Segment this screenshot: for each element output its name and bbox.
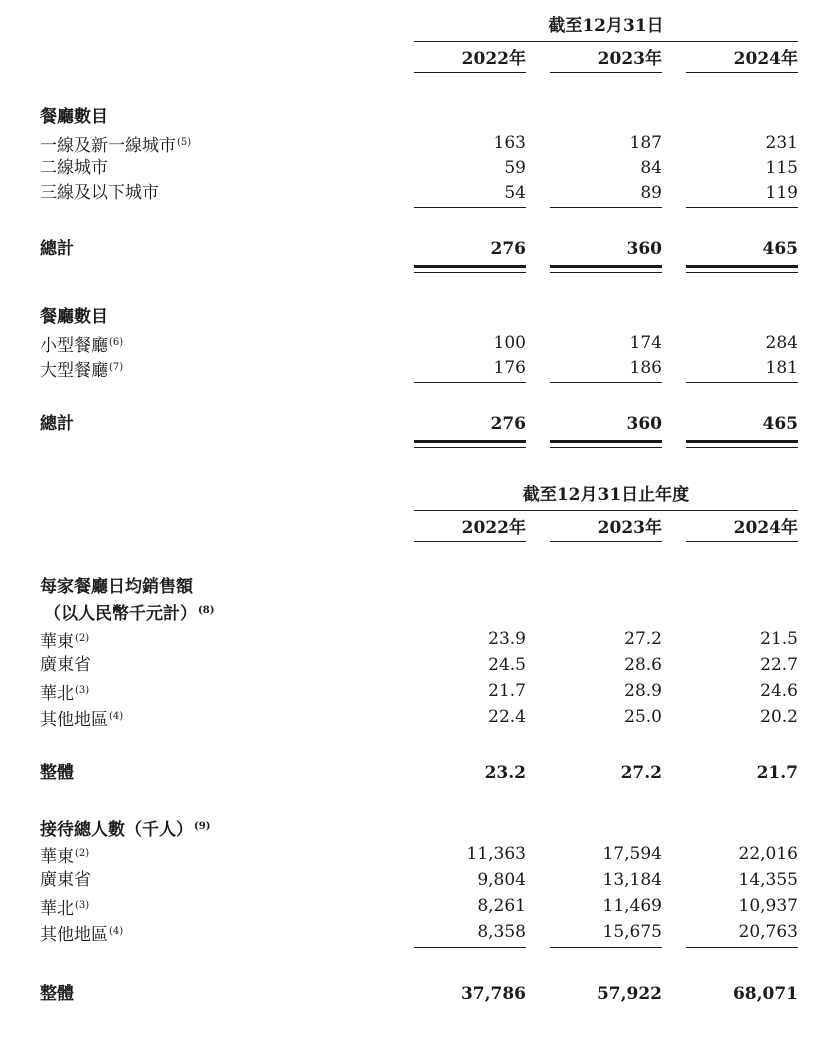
value-cell: 115 (765, 158, 798, 178)
overall-label: 整體 (40, 984, 74, 1004)
value-cell: 54 (504, 183, 526, 203)
value-cell: 187 (629, 133, 662, 153)
value-cell: 181 (765, 358, 798, 378)
value-cell: 163 (493, 133, 526, 153)
period-title-2: 截至12月31日止年度 (522, 485, 690, 505)
value-cell: 11,363 (466, 844, 526, 864)
footnote-mark: (3) (75, 685, 90, 696)
value-cell: 28.6 (624, 655, 662, 675)
footnote-mark: (5) (177, 137, 192, 148)
value-cell: 24.6 (760, 681, 798, 701)
row-label: 其他地區$^{(4)}$ (40, 710, 124, 730)
value-cell: 15,675 (602, 922, 662, 942)
value-cell: 13,184 (602, 870, 662, 890)
total-double-rule (550, 440, 662, 446)
row-label: 廣東省 (40, 655, 91, 675)
total-double-rule (686, 265, 798, 271)
total-value: 465 (762, 414, 798, 434)
subtotal-rule (686, 947, 798, 948)
row-label: 三線及以下城市 (40, 183, 159, 203)
total-value: 276 (490, 239, 526, 259)
footnote-mark: (2) (75, 848, 90, 859)
column-rule (686, 72, 798, 73)
value-cell: 59 (504, 158, 526, 178)
total-double-rule (550, 272, 662, 273)
value-cell: 186 (629, 358, 662, 378)
value-cell: 176 (493, 358, 526, 378)
section-heading-restaurant-count: 餐廳數目 (40, 307, 108, 327)
footnote-mark: (7) (109, 362, 124, 373)
value-cell: 84 (640, 158, 662, 178)
total-double-rule (686, 440, 798, 446)
value-cell: 14,355 (738, 870, 798, 890)
column-rule (414, 72, 526, 73)
total-label: 總計 (40, 239, 74, 259)
value-cell: 21.7 (488, 681, 526, 701)
value-cell: 22,016 (738, 844, 798, 864)
total-double-rule (550, 447, 662, 448)
column-rule (550, 72, 662, 73)
value-cell: 22.7 (760, 655, 798, 675)
row-label: 華東$^{(2)}$ (40, 632, 90, 652)
total-label: 總計 (40, 414, 74, 434)
footnote-mark: (4) (109, 711, 124, 722)
row-label: 大型餐廳$^{(7)}$ (40, 361, 124, 381)
value-cell: 284 (765, 333, 798, 353)
total-double-rule (414, 265, 526, 271)
row-label: 其他地區$^{(4)}$ (40, 925, 124, 945)
column-rule (550, 541, 662, 542)
total-double-rule (414, 272, 526, 273)
column-rule (686, 541, 798, 542)
value-cell: 100 (493, 333, 526, 353)
overall-value: 27.2 (620, 763, 662, 783)
value-cell: 231 (765, 133, 798, 153)
total-value: 465 (762, 239, 798, 259)
section-heading-daily-sales: 每家餐廳日均銷售額 (40, 577, 193, 597)
value-cell: 9,804 (477, 870, 526, 890)
section-heading-guest-traffic: 接待總人數（千人）$^{(9)}$ (40, 820, 211, 840)
subtotal-rule (414, 382, 526, 383)
row-label: 一線及新一線城市$^{(5)}$ (40, 136, 192, 156)
total-value: 276 (490, 414, 526, 434)
value-cell: 11,469 (602, 896, 662, 916)
total-double-rule (550, 265, 662, 271)
value-cell: 28.9 (624, 681, 662, 701)
value-cell: 20.2 (760, 707, 798, 727)
row-label: 廣東省 (40, 870, 91, 890)
value-cell: 8,358 (477, 922, 526, 942)
year-header-2022: 2022年 (461, 518, 526, 538)
header-rule (414, 41, 798, 42)
row-label: 華東$^{(2)}$ (40, 847, 90, 867)
value-cell: 22.4 (488, 707, 526, 727)
row-label: 小型餐廳$^{(6)}$ (40, 336, 124, 356)
subtotal-rule (414, 947, 526, 948)
row-label: 華北$^{(3)}$ (40, 899, 90, 919)
total-double-rule (414, 440, 526, 446)
footnote-mark: (9) (194, 821, 211, 832)
overall-value: 21.7 (756, 763, 798, 783)
row-label: 二線城市 (40, 158, 108, 178)
value-cell: 24.5 (488, 655, 526, 675)
value-cell: 10,937 (738, 896, 798, 916)
period-title-1: 截至12月31日 (548, 16, 664, 36)
subtotal-rule (550, 947, 662, 948)
footnote-mark: (8) (198, 605, 215, 616)
total-double-rule (686, 272, 798, 273)
value-cell: 25.0 (624, 707, 662, 727)
row-label: 華北$^{(3)}$ (40, 684, 90, 704)
value-cell: 89 (640, 183, 662, 203)
overall-value: 23.2 (484, 763, 526, 783)
section-heading-restaurant-count: 餐廳數目 (40, 107, 108, 127)
year-header-2023: 2023年 (597, 518, 662, 538)
total-double-rule (686, 447, 798, 448)
total-double-rule (414, 447, 526, 448)
value-cell: 21.5 (760, 629, 798, 649)
value-cell: 8,261 (477, 896, 526, 916)
section-heading-unit: （以人民幣千元計）$^{(8)}$ (44, 604, 215, 624)
header-rule (414, 510, 798, 511)
footnote-mark: (6) (109, 337, 124, 348)
overall-value: 37,786 (460, 984, 526, 1004)
year-header-2023: 2023年 (597, 49, 662, 69)
subtotal-rule (686, 382, 798, 383)
footnote-mark: (4) (109, 926, 124, 937)
subtotal-rule (414, 207, 526, 208)
total-value: 360 (626, 239, 662, 259)
subtotal-rule (550, 207, 662, 208)
overall-label: 整體 (40, 763, 74, 783)
year-header-2024: 2024年 (733, 49, 798, 69)
value-cell: 20,763 (738, 922, 798, 942)
year-header-2022: 2022年 (461, 49, 526, 69)
footnote-mark: (2) (75, 633, 90, 644)
column-rule (414, 541, 526, 542)
subtotal-rule (686, 207, 798, 208)
footnote-mark: (3) (75, 900, 90, 911)
overall-value: 57,922 (596, 984, 662, 1004)
year-header-2024: 2024年 (733, 518, 798, 538)
total-value: 360 (626, 414, 662, 434)
value-cell: 17,594 (602, 844, 662, 864)
value-cell: 27.2 (624, 629, 662, 649)
value-cell: 119 (765, 183, 798, 203)
overall-value: 68,071 (732, 984, 798, 1004)
subtotal-rule (550, 382, 662, 383)
value-cell: 23.9 (488, 629, 526, 649)
value-cell: 174 (629, 333, 662, 353)
